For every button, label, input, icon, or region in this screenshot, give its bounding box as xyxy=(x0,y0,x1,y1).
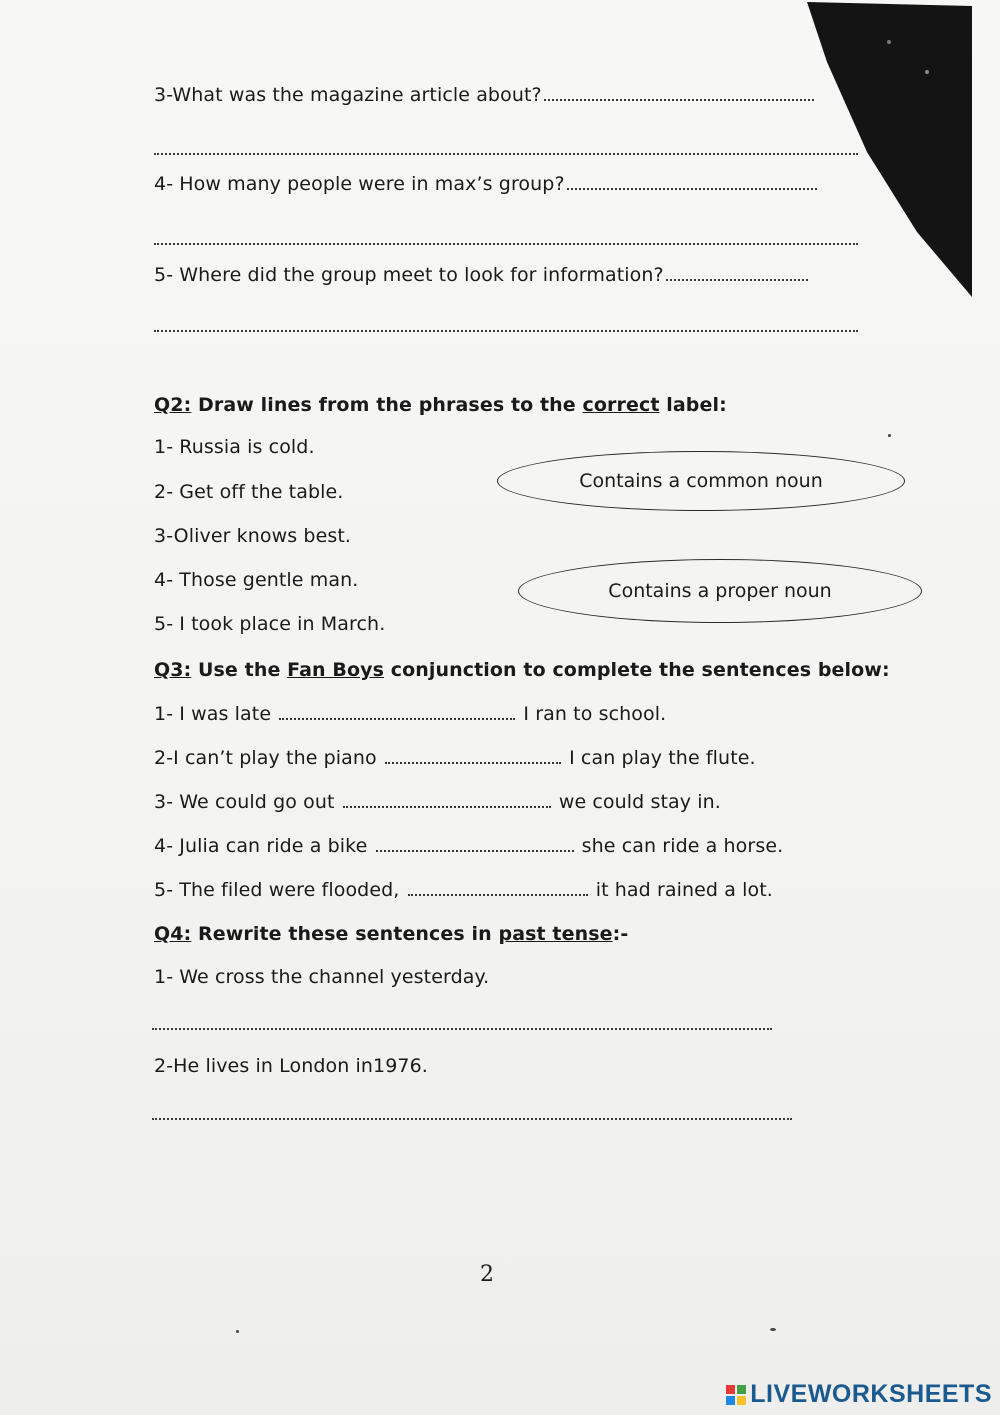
q3-sentence-3: 3- We could go out we could stay in. xyxy=(154,791,721,813)
label-common-noun[interactable]: Contains a common noun xyxy=(497,451,905,511)
q3-sentence-5: 5- The filed were flooded, it had rained a lot. xyxy=(154,879,773,901)
answer-line-q4[interactable] xyxy=(154,243,858,245)
q2-phrase-4[interactable]: 4- Those gentle man. xyxy=(154,569,359,591)
q3-sentence-1: 1- I was late I ran to school. xyxy=(154,703,667,725)
q3-blank-3[interactable] xyxy=(343,805,551,808)
q4-heading: Q4: Rewrite these sentences in past tense:- xyxy=(154,923,629,945)
q4-answer-line-2[interactable] xyxy=(152,1118,792,1120)
q2-phrase-3[interactable]: 3-Oliver knows best. xyxy=(154,525,352,547)
label-proper-noun[interactable]: Contains a proper noun xyxy=(518,559,922,623)
q2-phrase-1[interactable]: 1- Russia is cold. xyxy=(154,436,315,458)
liveworksheets-logo-icon xyxy=(726,1385,746,1405)
question-4: 4- How many people were in max’s group? xyxy=(154,173,819,195)
q3-blank-4[interactable] xyxy=(376,849,574,852)
q4-answer-line-1[interactable] xyxy=(152,1028,772,1030)
q3-blank-1[interactable] xyxy=(279,717,515,720)
q2-heading: Q2: Draw lines from the phrases to the correct label: xyxy=(154,394,727,416)
q2-phrase-2[interactable]: 2- Get off the table. xyxy=(154,481,344,503)
q2-phrase-5[interactable]: 5- I took place in March. xyxy=(154,613,386,635)
question-3: 3-What was the magazine article about? xyxy=(154,84,816,106)
q3-blank-5[interactable] xyxy=(408,893,588,896)
question-5: 5- Where did the group meet to look for information? xyxy=(154,264,810,286)
scan-speck xyxy=(770,1328,776,1331)
answer-line-q3[interactable] xyxy=(154,153,858,155)
footer-brand: LIVEWORKSHEETS xyxy=(750,1380,992,1408)
q4-sentence-1: 1- We cross the channel yesterday. xyxy=(154,966,490,988)
scan-speck xyxy=(236,1330,239,1333)
q3-sentence-2: 2-I can’t play the piano I can play the flute. xyxy=(154,747,756,769)
scan-speck xyxy=(888,434,891,437)
scan-shadow-corner xyxy=(807,2,972,297)
q3-sentence-4: 4- Julia can ride a bike she can ride a horse. xyxy=(154,835,784,857)
q3-blank-2[interactable] xyxy=(385,761,561,764)
page-number: 2 xyxy=(480,1262,494,1287)
answer-line-q5[interactable] xyxy=(154,330,858,332)
liveworksheets-footer[interactable] xyxy=(726,1380,992,1409)
q3-heading: Q3: Use the Fan Boys conjunction to complete the sentences below: xyxy=(154,659,890,681)
q4-sentence-2: 2-He lives in London in1976. xyxy=(154,1055,428,1077)
